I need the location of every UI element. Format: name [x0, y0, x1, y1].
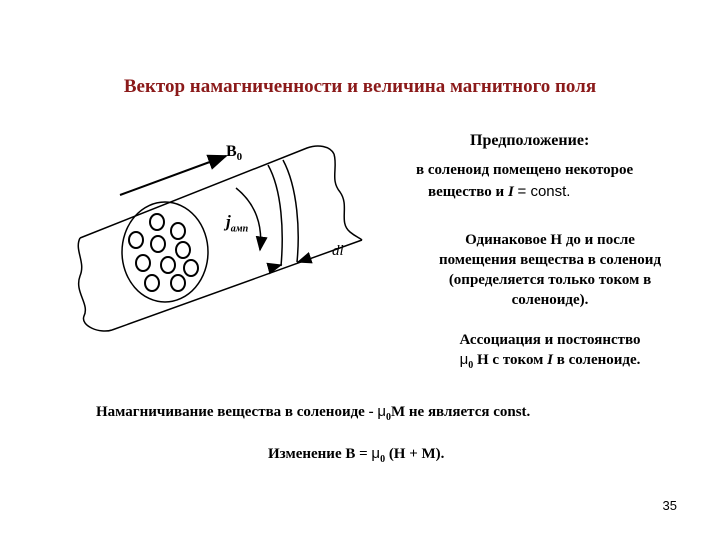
cylinder-top-edge	[80, 146, 334, 238]
page-number: 35	[662, 498, 677, 513]
association-line1: Ассоциация и постоянство	[459, 332, 641, 348]
assumption-line2	[428, 182, 570, 202]
current-ring	[171, 223, 185, 239]
mu-subscript: 0	[468, 360, 474, 371]
association-line2-mid: H с током	[477, 352, 544, 368]
current-ring	[136, 255, 150, 271]
b0-arrow	[120, 156, 226, 195]
mu-symbol: μ	[377, 403, 386, 420]
slide-title: Вектор намагниченности и величина магнитного поля	[123, 76, 597, 97]
magnetization-prefix: Намагничивание вещества в соленоиде -	[96, 404, 374, 420]
current-ring	[150, 214, 164, 230]
same-h-line2: помещения вещества в соленоид	[438, 252, 662, 268]
same-h-line4: соленоиде).	[511, 292, 589, 308]
cylinder-bottom-edge	[112, 240, 362, 330]
assumption-line2-prefix: вещество и	[428, 184, 505, 200]
slice-arc-1	[268, 165, 282, 266]
association-line2	[400, 350, 700, 376]
current-ring	[184, 260, 198, 276]
cylinder-right-break	[334, 154, 362, 240]
slice-arc-2	[283, 160, 298, 262]
same-h-block	[400, 230, 700, 310]
b0-symbol: B	[226, 143, 237, 160]
association-line2-end: в соленоиде.	[556, 352, 641, 368]
magnetization-line	[96, 402, 530, 428]
change-line	[268, 444, 444, 470]
mu-subscript: 0	[380, 454, 386, 465]
cross-section-ellipse	[122, 202, 208, 302]
assumption-line1: в соленоид помещено некоторое	[416, 162, 634, 178]
dl-label: dl	[332, 243, 344, 259]
mu-symbol: μ	[459, 351, 469, 368]
b0-label	[226, 143, 242, 163]
j-symbol: j	[226, 212, 231, 231]
same-h-line3: (определяется только током в	[448, 272, 652, 288]
current-ring	[176, 242, 190, 258]
b0-subscript: 0	[236, 151, 243, 164]
current-ring	[161, 257, 175, 273]
j-label	[226, 212, 248, 234]
association-block	[400, 330, 700, 376]
assumption-heading: Предположение:	[470, 132, 590, 149]
current-symbol: I	[507, 184, 514, 200]
current-ring	[151, 236, 165, 252]
current-symbol: I	[547, 352, 553, 368]
current-ring	[145, 275, 159, 291]
cylinder-left-break	[78, 238, 112, 331]
assumption-line2-suffix: = const.	[517, 183, 571, 200]
magnetization-suffix: M не является const.	[390, 404, 531, 420]
change-suffix: (H + M).	[388, 446, 445, 462]
change-prefix: Изменение B =	[268, 446, 368, 462]
mu-symbol: μ	[371, 445, 381, 462]
current-ring	[171, 275, 185, 291]
j-subscript: амп	[230, 223, 249, 235]
current-ring	[129, 232, 143, 248]
dl-arrow-left	[270, 265, 281, 268]
same-h-line1: Одинаковое H до и после	[465, 232, 635, 248]
mu-subscript: 0	[385, 412, 391, 423]
amperian-currents	[129, 214, 198, 291]
